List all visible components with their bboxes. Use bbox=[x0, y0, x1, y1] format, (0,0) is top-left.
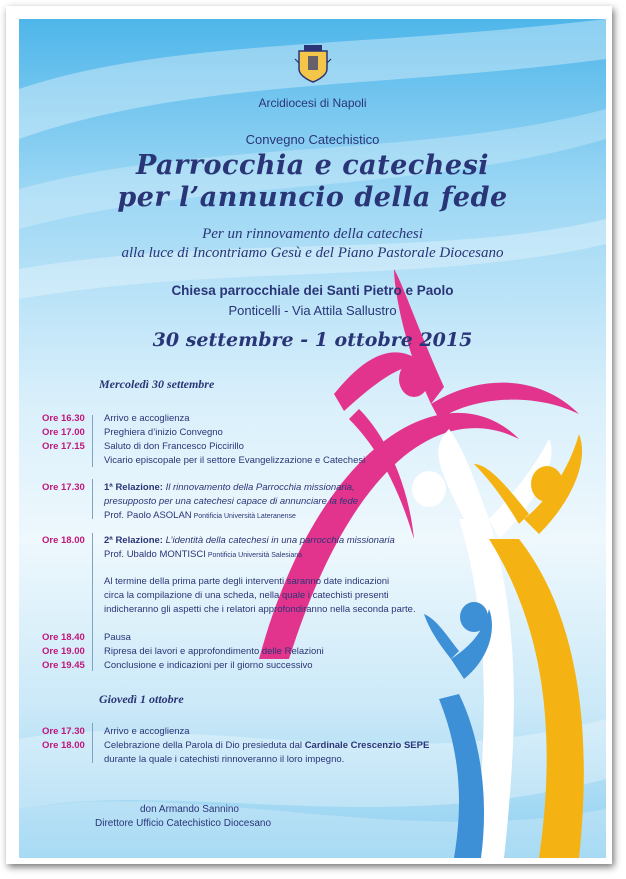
poster bbox=[19, 19, 606, 858]
event-dates: 30 settembre - 1 ottobre 2015 bbox=[152, 329, 473, 351]
day1-heading: Mercoledì 30 settembre bbox=[99, 377, 215, 391]
program-item: Vicario episcopale per il settore Evangelizzazione e Catechesi bbox=[104, 455, 366, 466]
time-label: Ore 16.30 bbox=[42, 413, 85, 424]
program-item: Conclusione e indicazioni per il giorno successivo bbox=[104, 660, 313, 671]
subtitle-line-1: Per un rinnovamento della catechesi bbox=[202, 226, 423, 242]
title-line-2: per l’annuncio della fede bbox=[117, 182, 508, 213]
relation-title: L’identità della catechesi in una parrocchia missionaria bbox=[162, 535, 395, 546]
program-item: durante la quale i catechisti rinnoveranno il loro impegno. bbox=[104, 754, 345, 765]
time-label: Ore 19.00 bbox=[42, 646, 85, 657]
signatory-role: Direttore Ufficio Catechistico Diocesano bbox=[95, 818, 272, 829]
speaker bbox=[104, 509, 296, 523]
speaker-affiliation: Pontificia Università Lateranense bbox=[191, 513, 296, 520]
event-type: Convegno Catechistico bbox=[245, 132, 380, 147]
day2-heading: Giovedì 1 ottobre bbox=[99, 692, 184, 706]
relation-label: 1ª Relazione: bbox=[104, 482, 163, 493]
speaker-name: Prof. Paolo ASOLAN bbox=[104, 510, 192, 521]
program-item: Saluto di don Francesco Piccirillo bbox=[104, 441, 244, 452]
subtitle-line-2: alla luce di Incontriamo Gesù e del Piano Pastorale Diocesano bbox=[121, 245, 504, 261]
cardinal-name: Cardinale Crescenzio SEPE bbox=[304, 740, 430, 751]
divider bbox=[92, 479, 93, 519]
time-label: Ore 19.45 bbox=[42, 660, 85, 671]
speaker-name: Prof. Ubaldo MONTISCI bbox=[104, 549, 206, 560]
celebration-text: Celebrazione della Parola di Dio presieduta dal bbox=[104, 740, 305, 751]
relation-title: Il rinnovamento della Parrocchia missionaria, bbox=[162, 482, 355, 493]
speaker bbox=[104, 548, 302, 562]
note-line: indicheranno gli aspetti che i relatori approfondiranno nella seconda parte. bbox=[104, 604, 416, 615]
blue-figure bbox=[424, 602, 492, 858]
diocese-name: Arcidiocesi di Napoli bbox=[258, 96, 367, 110]
divider bbox=[92, 415, 93, 467]
relation-label: 2ª Relazione: bbox=[104, 535, 163, 546]
time-label: Ore 17.00 bbox=[42, 427, 85, 438]
relation-1 bbox=[104, 481, 355, 494]
program-item: Arrivo e accoglienza bbox=[104, 413, 190, 424]
divider bbox=[92, 723, 93, 763]
program-item: Pausa bbox=[104, 632, 131, 643]
relation-2 bbox=[104, 534, 395, 547]
note-line: circa la compilazione di una scheda, nella quale i catechisti presenti bbox=[104, 590, 389, 601]
title-line-1: Parrocchia e catechesi bbox=[135, 150, 490, 181]
time-label: Ore 17.30 bbox=[42, 726, 85, 737]
signatory-name: don Armando Sannino bbox=[140, 804, 239, 815]
time-label: Ore 18.40 bbox=[42, 632, 85, 643]
note-line: Al termine della prima parte degli interventi saranno date indicazioni bbox=[104, 576, 390, 587]
time-label: Ore 17.15 bbox=[42, 441, 85, 452]
speaker-affiliation: Pontificia Università Salesiana bbox=[205, 552, 302, 559]
divider bbox=[92, 629, 93, 671]
program-item: Ripresa dei lavori e approfondimento delle Relazioni bbox=[104, 646, 324, 657]
relation-title: presupposto per una catechesi capace di annunciare la fede bbox=[104, 496, 359, 507]
church-name: Chiesa parrocchiale dei Santi Pietro e Paolo bbox=[171, 283, 454, 298]
location: Ponticelli - Via Attila Sallustro bbox=[228, 303, 397, 318]
program-item bbox=[104, 739, 429, 752]
time-label: Ore 18.00 bbox=[42, 535, 85, 546]
time-label: Ore 17.30 bbox=[42, 482, 85, 493]
time-label: Ore 18.00 bbox=[42, 740, 85, 751]
program-item: Arrivo e accoglienza bbox=[104, 726, 190, 737]
divider bbox=[92, 533, 93, 633]
program-item: Preghiera d’inizio Convegno bbox=[104, 427, 223, 438]
